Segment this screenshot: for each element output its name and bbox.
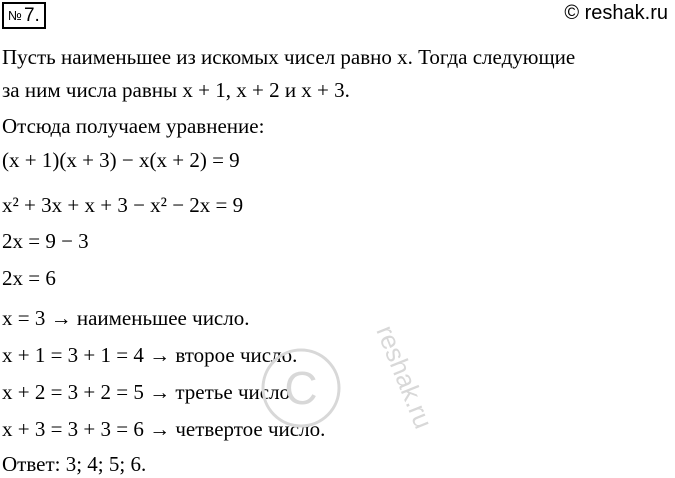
problem-number: 7. xyxy=(23,5,40,26)
solution-line-2: за ним числа равны x + 1, x + 2 и x + 3. xyxy=(2,78,350,102)
number-sign: № xyxy=(8,8,22,23)
answer-line: Ответ: 3; 4; 5; 6. xyxy=(2,452,147,476)
result-line-fourth: x + 3 = 3 + 3 = 6 → четвертое число. xyxy=(2,417,326,441)
problem-number-badge xyxy=(2,2,46,29)
source-copyright: © reshak.ru xyxy=(564,2,668,24)
result-line-second: x + 1 = 3 + 1 = 4 → второе число. xyxy=(2,343,298,367)
result-line-smallest: x = 3 → наименьшее число. xyxy=(2,306,250,330)
result-line-third: x + 2 = 3 + 2 = 5 → третье число. xyxy=(2,380,296,404)
watermark-text: reshak.ru xyxy=(370,321,439,433)
solution-line-3: Отсюда получаем уравнение: xyxy=(2,114,265,138)
solution-line-1: Пусть наименьшее из искомых чисел равно x. Тогда следующие xyxy=(2,45,576,69)
equation-line-4: 2x = 6 xyxy=(2,266,56,290)
equation-line-1: (x + 1)(x + 3) − x(x + 2) = 9 xyxy=(2,148,240,172)
equation-line-2: x² + 3x + x + 3 − x² − 2x = 9 xyxy=(2,193,244,217)
watermark-c-glyph: C xyxy=(284,362,318,414)
equation-line-3: 2x = 9 − 3 xyxy=(2,229,89,253)
